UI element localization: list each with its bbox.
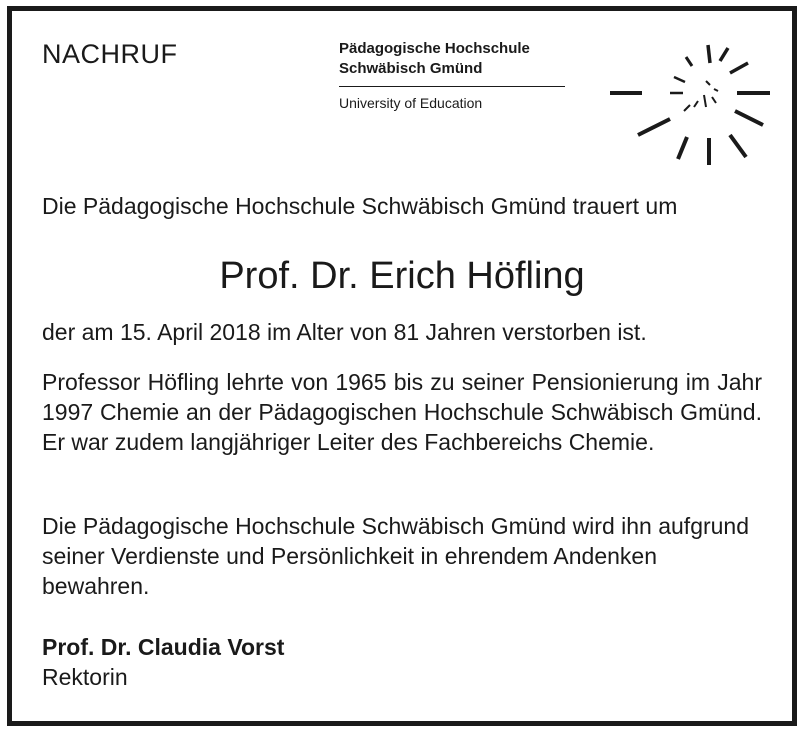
- tribute-paragraph: Die Pädagogische Hochschule Schwäbisch Gmünd wird ihn aufgrund seiner Verdienste und Persönlichkeit in ehrendem Andenken bewahren.: [42, 513, 750, 599]
- notice-label: NACHRUF: [42, 39, 178, 69]
- sunburst-logo-icon: [610, 33, 770, 173]
- signatory-role: Rektorin: [42, 664, 128, 690]
- signatory-name: Prof. Dr. Claudia Vorst: [42, 634, 285, 660]
- logo-divider: [339, 86, 565, 87]
- obituary-notice: [7, 6, 797, 726]
- intro-text: Die Pädagogische Hochschule Schwäbisch Gmünd trauert um: [42, 193, 678, 219]
- deceased-name: Prof. Dr. Erich Höfling: [219, 255, 585, 297]
- death-line: der am 15. April 2018 im Alter von 81 Jahren verstorben ist.: [42, 319, 647, 345]
- logo-name-line1: Pädagogische Hochschule: [339, 40, 530, 57]
- biography-paragraph: Professor Höfling lehrte von 1965 bis zu seiner Pensionierung im Jahr 1997 Chemie an der Pädagogischen Hochschule Schwäbisch Gmünd. Er war zudem langjähriger Leiter des Fachbereichs Chemie.: [42, 369, 762, 455]
- logo-wordmark: [339, 39, 530, 79]
- logo-subtitle: University of Education: [339, 95, 483, 111]
- logo-name-line2: Schwäbisch Gmünd: [339, 60, 483, 77]
